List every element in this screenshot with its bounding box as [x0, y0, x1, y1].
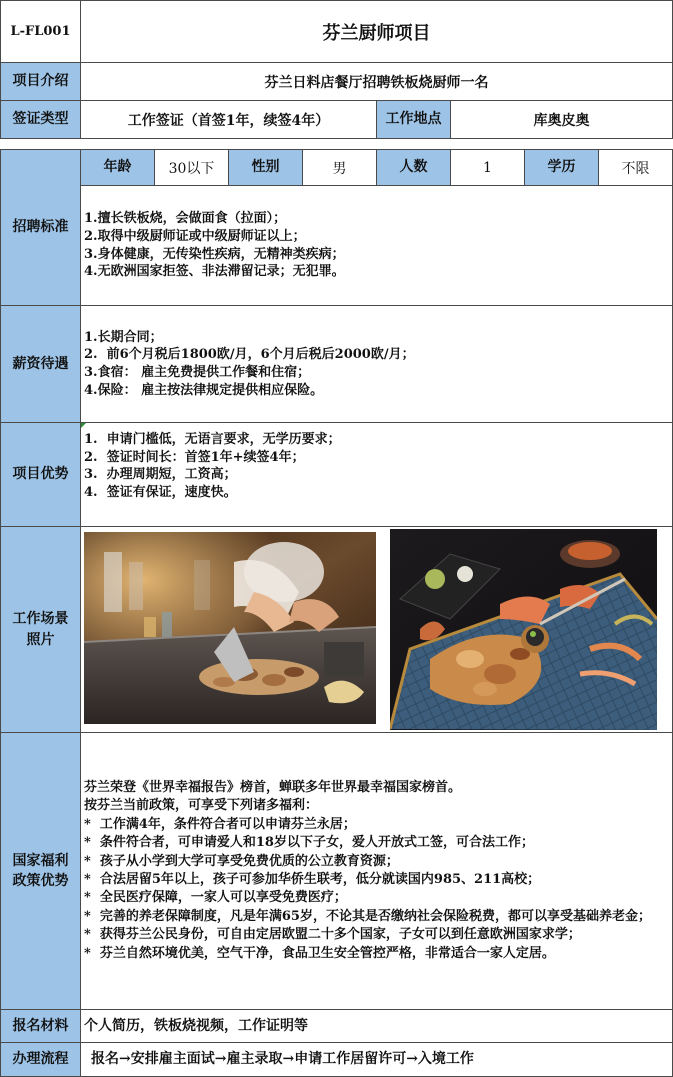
welfare-label-line2: 政策优势	[12, 873, 69, 889]
welfare-line: * 工作满4年，条件符合者可以申请芬兰永居；	[84, 816, 356, 832]
location-label	[376, 100, 451, 139]
salary-label	[0, 305, 81, 423]
recruit-line: 4.无欧洲国家拒签、非法滞留记录；无犯罪。	[84, 264, 345, 280]
age-value-text: 30以下	[168, 160, 215, 177]
intro-label	[0, 62, 81, 101]
welfare-line: * 合法居留5年以上，孩子可参加华侨生联考，低分就读国内985、211高校；	[84, 872, 541, 887]
materials-value	[80, 1009, 673, 1043]
edu-value	[598, 149, 673, 186]
recruit-line: 3.身体健康，无传染性疾病，无精神类疾病；	[84, 246, 345, 262]
section-gap	[0, 139, 673, 149]
count-label	[376, 149, 451, 186]
salary-line: 1.长期合同；	[84, 329, 163, 345]
page-title-text: 芬兰厨师项目	[322, 22, 431, 44]
gender-value-text: 男	[332, 160, 347, 177]
salary-line: 2. 前6个月税后1800欧/月，6个月后税后2000欧/月；	[84, 347, 415, 363]
age-label	[80, 149, 155, 186]
recruit-line: 1.擅长铁板烧，会做面食（拉面）；	[84, 211, 287, 227]
advantage-line: 3. 办理周期短，工资高；	[84, 467, 237, 483]
count-value-text: 1	[483, 159, 492, 176]
edu-value-text: 不限	[621, 160, 650, 177]
age-value	[154, 149, 229, 186]
visa-label	[0, 100, 81, 139]
edu-label-text: 学历	[547, 159, 576, 176]
welfare-line: * 芬兰自然环境优美，空气干净，食品卫生安全管控严格，非常适合一家人定居。	[84, 945, 555, 961]
recruit-label-text: 招聘标准	[12, 219, 69, 236]
salary-label-text: 薪资待遇	[12, 355, 69, 372]
welfare-line: * 全民医疗保障，一家人可以享受免费医疗；	[84, 890, 347, 906]
intro-value-text: 芬兰日料店餐厅招聘铁板烧厨师一名	[264, 74, 489, 91]
gender-value	[302, 149, 377, 186]
recruit-body	[80, 185, 673, 306]
age-label-text: 年龄	[103, 159, 132, 176]
photos-label	[0, 526, 81, 733]
materials-value-text: 个人简历，铁板烧视频，工作证明等	[84, 1017, 308, 1034]
welfare-line: * 条件符合者，可申请爱人和18岁以下子女，爱人开放式工签，可合法工作；	[84, 835, 534, 851]
welfare-line: 芬兰荣登《世界幸福报告》榜首，蝉联多年世界最幸福国家榜首。	[84, 779, 462, 795]
project-code-text: L-FL001	[10, 24, 71, 39]
advantage-line: 4. 签证有保证，速度快。	[84, 484, 237, 500]
comment-marker-icon	[81, 423, 86, 428]
process-label	[0, 1042, 81, 1077]
materials-label	[0, 1009, 81, 1043]
intro-label-text: 项目介绍	[12, 73, 69, 90]
gender-label-text: 性别	[251, 159, 280, 176]
intro-value	[80, 62, 673, 101]
grilled-dish-photo	[390, 529, 657, 730]
advantage-line: 1. 申请门槛低，无语言要求，无学历要求；	[84, 432, 341, 447]
advantages-body	[80, 422, 673, 527]
photos-label-line1: 工作场景	[12, 611, 69, 628]
recruit-line: 2.取得中级厨师证或中级厨师证以上；	[84, 228, 306, 244]
salary-line: 4.保险： 雇主按法律规定提供相应保险。	[84, 382, 324, 398]
process-label-text: 办理流程	[12, 1051, 69, 1068]
visa-value-text: 工作签证（首签1年，续签4年）	[127, 112, 330, 129]
salary-line: 3.食宿： 雇主免费提供工作餐和住宿；	[84, 365, 311, 380]
advantages-label	[0, 422, 81, 527]
gender-label	[228, 149, 303, 186]
advantage-line: 2. 签证时间长：首签1年+续签4年；	[84, 449, 305, 465]
teppanyaki-chef-photo	[84, 532, 376, 724]
edu-label	[524, 149, 599, 186]
welfare-line: * 孩子从小学到大学可享受免费优质的公立教育资源；	[84, 853, 399, 869]
count-label-text: 人数	[399, 159, 428, 176]
visa-label-text: 签证类型	[12, 111, 69, 128]
page-title	[80, 0, 673, 63]
advantages-label-text: 项目优势	[12, 466, 69, 483]
count-value	[450, 149, 525, 186]
location-value-text: 库奥皮奥	[533, 112, 590, 129]
salary-body	[80, 305, 673, 423]
welfare-label-line1: 国家福利	[12, 852, 69, 869]
location-label-text: 工作地点	[385, 111, 442, 128]
recruit-label	[0, 149, 81, 306]
location-value	[450, 100, 673, 139]
materials-label-text: 报名材料	[12, 1017, 69, 1034]
welfare-line: * 获得芬兰公民身份，可自由定居欧盟二十多个国家，子女可以到任意欧洲国家求学；	[84, 927, 581, 943]
project-code	[0, 0, 81, 63]
process-value	[80, 1042, 673, 1077]
welfare-body	[80, 732, 673, 1010]
visa-value	[80, 100, 377, 139]
process-value-text: 报名→安排雇主面试→雇主录取→申请工作居留许可→入境工作	[91, 1051, 474, 1068]
welfare-line: 按芬兰当前政策，可享受下列诸多福利：	[84, 798, 319, 814]
welfare-line: * 完善的养老保障制度，凡是年满65岁，不论其是否缴纳社会保险税费，都可以享受基础养老金；	[84, 908, 651, 924]
photos-label-line2: 照片	[26, 631, 55, 648]
welfare-label	[0, 732, 81, 1010]
